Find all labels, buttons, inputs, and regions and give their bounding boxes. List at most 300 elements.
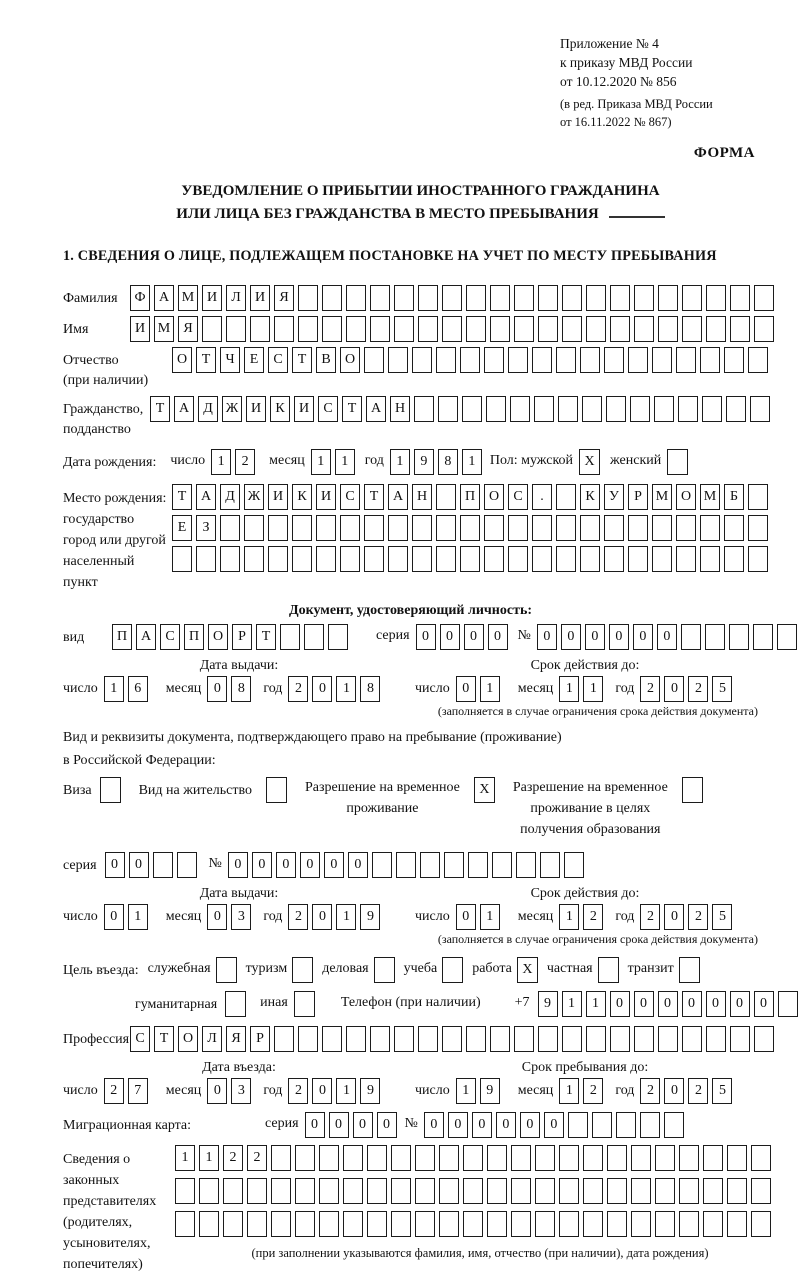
char-cell[interactable] xyxy=(511,1145,531,1171)
char-cell[interactable] xyxy=(295,1145,315,1171)
purpose-private-checkbox[interactable] xyxy=(598,957,619,983)
visa-checkbox[interactable] xyxy=(100,777,121,803)
char-cell[interactable] xyxy=(703,1211,723,1237)
char-cell[interactable] xyxy=(559,1211,579,1237)
char-cell[interactable] xyxy=(343,1211,363,1237)
char-cell[interactable] xyxy=(607,1145,627,1171)
char-cell[interactable]: К xyxy=(580,484,600,510)
char-cell[interactable]: 0 xyxy=(105,852,125,878)
char-cell[interactable] xyxy=(175,1211,195,1237)
char-cell[interactable]: 0 xyxy=(207,676,227,702)
char-cell[interactable] xyxy=(510,396,530,422)
char-cell[interactable] xyxy=(628,546,648,572)
char-cell[interactable] xyxy=(468,852,488,878)
char-cell[interactable] xyxy=(244,546,264,572)
char-cell[interactable]: 0 xyxy=(544,1112,564,1138)
char-cell[interactable] xyxy=(658,285,678,311)
char-cell[interactable]: 1 xyxy=(390,449,410,475)
char-cell[interactable] xyxy=(727,1178,747,1204)
char-cell[interactable] xyxy=(487,1178,507,1204)
char-cell[interactable]: О xyxy=(676,484,696,510)
char-cell[interactable] xyxy=(607,1178,627,1204)
char-cell[interactable] xyxy=(274,316,294,342)
char-cell[interactable] xyxy=(654,396,674,422)
char-cell[interactable]: 2 xyxy=(640,904,660,930)
char-cell[interactable]: 6 xyxy=(128,676,148,702)
char-cell[interactable] xyxy=(196,546,216,572)
char-cell[interactable] xyxy=(202,316,222,342)
char-cell[interactable]: 2 xyxy=(688,1078,708,1104)
char-cell[interactable] xyxy=(316,546,336,572)
char-cell[interactable] xyxy=(703,1178,723,1204)
char-cell[interactable] xyxy=(679,1211,699,1237)
char-cell[interactable] xyxy=(532,546,552,572)
char-cell[interactable] xyxy=(586,1026,606,1052)
char-cell[interactable] xyxy=(724,515,744,541)
char-cell[interactable]: Т xyxy=(154,1026,174,1052)
char-cell[interactable] xyxy=(702,396,722,422)
char-cell[interactable]: У xyxy=(604,484,624,510)
char-cell[interactable]: 1 xyxy=(583,676,603,702)
char-cell[interactable]: 0 xyxy=(682,991,702,1017)
char-cell[interactable] xyxy=(487,1211,507,1237)
char-cell[interactable] xyxy=(730,285,750,311)
char-cell[interactable]: 0 xyxy=(424,1112,444,1138)
char-cell[interactable] xyxy=(319,1211,339,1237)
char-cell[interactable]: З xyxy=(196,515,216,541)
char-cell[interactable] xyxy=(484,515,504,541)
char-cell[interactable]: 2 xyxy=(235,449,255,475)
char-cell[interactable] xyxy=(634,316,654,342)
char-cell[interactable] xyxy=(652,515,672,541)
char-cell[interactable]: 1 xyxy=(562,991,582,1017)
char-cell[interactable]: 0 xyxy=(658,991,678,1017)
char-cell[interactable] xyxy=(391,1211,411,1237)
char-cell[interactable] xyxy=(346,316,366,342)
char-cell[interactable] xyxy=(564,852,584,878)
char-cell[interactable] xyxy=(586,285,606,311)
char-cell[interactable] xyxy=(460,546,480,572)
char-cell[interactable] xyxy=(298,285,318,311)
sex-male-checkbox[interactable]: X xyxy=(579,449,600,475)
char-cell[interactable] xyxy=(751,1178,771,1204)
char-cell[interactable] xyxy=(727,1211,747,1237)
char-cell[interactable] xyxy=(244,515,264,541)
char-cell[interactable] xyxy=(292,546,312,572)
char-cell[interactable]: 2 xyxy=(688,676,708,702)
char-cell[interactable] xyxy=(247,1211,267,1237)
char-cell[interactable] xyxy=(724,347,744,373)
char-cell[interactable] xyxy=(292,515,312,541)
char-cell[interactable] xyxy=(319,1145,339,1171)
char-cell[interactable] xyxy=(268,515,288,541)
char-cell[interactable]: А xyxy=(388,484,408,510)
char-cell[interactable] xyxy=(727,1145,747,1171)
char-cell[interactable] xyxy=(508,347,528,373)
char-cell[interactable]: 0 xyxy=(448,1112,468,1138)
char-cell[interactable]: Е xyxy=(172,515,192,541)
char-cell[interactable] xyxy=(580,515,600,541)
char-cell[interactable] xyxy=(298,316,318,342)
char-cell[interactable]: И xyxy=(250,285,270,311)
char-cell[interactable] xyxy=(175,1178,195,1204)
char-cell[interactable]: 0 xyxy=(730,991,750,1017)
char-cell[interactable]: О xyxy=(172,347,192,373)
purpose-work-checkbox[interactable]: X xyxy=(517,957,538,983)
char-cell[interactable]: О xyxy=(178,1026,198,1052)
char-cell[interactable]: 9 xyxy=(414,449,434,475)
char-cell[interactable] xyxy=(436,515,456,541)
char-cell[interactable] xyxy=(280,624,300,650)
char-cell[interactable] xyxy=(370,316,390,342)
char-cell[interactable]: О xyxy=(208,624,228,650)
char-cell[interactable]: 1 xyxy=(462,449,482,475)
char-cell[interactable] xyxy=(199,1211,219,1237)
char-cell[interactable] xyxy=(628,515,648,541)
char-cell[interactable]: П xyxy=(184,624,204,650)
char-cell[interactable] xyxy=(420,852,440,878)
char-cell[interactable]: 2 xyxy=(288,1078,308,1104)
char-cell[interactable] xyxy=(628,347,648,373)
char-cell[interactable] xyxy=(730,1026,750,1052)
char-cell[interactable] xyxy=(652,347,672,373)
char-cell[interactable]: 0 xyxy=(377,1112,397,1138)
char-cell[interactable]: 1 xyxy=(211,449,231,475)
char-cell[interactable] xyxy=(370,1026,390,1052)
char-cell[interactable] xyxy=(610,316,630,342)
char-cell[interactable] xyxy=(538,1026,558,1052)
char-cell[interactable] xyxy=(484,347,504,373)
char-cell[interactable] xyxy=(364,347,384,373)
char-cell[interactable] xyxy=(679,1178,699,1204)
char-cell[interactable]: 9 xyxy=(480,1078,500,1104)
char-cell[interactable] xyxy=(316,515,336,541)
char-cell[interactable] xyxy=(606,396,626,422)
char-cell[interactable] xyxy=(322,316,342,342)
char-cell[interactable]: 2 xyxy=(640,1078,660,1104)
char-cell[interactable] xyxy=(514,316,534,342)
char-cell[interactable] xyxy=(682,285,702,311)
char-cell[interactable] xyxy=(340,515,360,541)
char-cell[interactable]: 1 xyxy=(559,1078,579,1104)
temp-residence-edu-checkbox[interactable] xyxy=(682,777,703,803)
char-cell[interactable]: 8 xyxy=(438,449,458,475)
char-cell[interactable] xyxy=(706,285,726,311)
char-cell[interactable] xyxy=(340,546,360,572)
char-cell[interactable] xyxy=(534,396,554,422)
char-cell[interactable] xyxy=(706,316,726,342)
char-cell[interactable]: 0 xyxy=(488,624,508,650)
char-cell[interactable] xyxy=(436,546,456,572)
char-cell[interactable] xyxy=(559,1178,579,1204)
char-cell[interactable] xyxy=(295,1178,315,1204)
char-cell[interactable] xyxy=(535,1178,555,1204)
char-cell[interactable]: 0 xyxy=(609,624,629,650)
char-cell[interactable] xyxy=(220,515,240,541)
char-cell[interactable]: Р xyxy=(232,624,252,650)
char-cell[interactable] xyxy=(415,1178,435,1204)
char-cell[interactable] xyxy=(559,1145,579,1171)
char-cell[interactable]: 0 xyxy=(464,624,484,650)
char-cell[interactable]: А xyxy=(174,396,194,422)
char-cell[interactable]: 1 xyxy=(336,1078,356,1104)
char-cell[interactable]: Е xyxy=(244,347,264,373)
char-cell[interactable]: 0 xyxy=(456,904,476,930)
char-cell[interactable] xyxy=(631,1145,651,1171)
char-cell[interactable] xyxy=(676,546,696,572)
char-cell[interactable]: С xyxy=(130,1026,150,1052)
purpose-transit-checkbox[interactable] xyxy=(679,957,700,983)
char-cell[interactable]: 0 xyxy=(657,624,677,650)
char-cell[interactable] xyxy=(466,1026,486,1052)
char-cell[interactable]: 8 xyxy=(360,676,380,702)
char-cell[interactable] xyxy=(655,1178,675,1204)
char-cell[interactable] xyxy=(484,546,504,572)
char-cell[interactable] xyxy=(682,316,702,342)
char-cell[interactable] xyxy=(394,1026,414,1052)
char-cell[interactable]: 1 xyxy=(199,1145,219,1171)
char-cell[interactable] xyxy=(322,285,342,311)
char-cell[interactable] xyxy=(414,396,434,422)
char-cell[interactable] xyxy=(298,1026,318,1052)
char-cell[interactable] xyxy=(274,1026,294,1052)
char-cell[interactable] xyxy=(556,515,576,541)
residence-permit-checkbox[interactable] xyxy=(266,777,287,803)
char-cell[interactable]: 2 xyxy=(104,1078,124,1104)
char-cell[interactable]: 2 xyxy=(288,904,308,930)
char-cell[interactable]: 0 xyxy=(312,1078,332,1104)
char-cell[interactable]: М xyxy=(178,285,198,311)
char-cell[interactable] xyxy=(748,347,768,373)
char-cell[interactable]: Н xyxy=(390,396,410,422)
char-cell[interactable]: И xyxy=(130,316,150,342)
char-cell[interactable] xyxy=(634,285,654,311)
char-cell[interactable]: А xyxy=(196,484,216,510)
char-cell[interactable] xyxy=(556,484,576,510)
char-cell[interactable] xyxy=(415,1145,435,1171)
char-cell[interactable]: М xyxy=(652,484,672,510)
char-cell[interactable] xyxy=(322,1026,342,1052)
char-cell[interactable]: Т xyxy=(256,624,276,650)
char-cell[interactable] xyxy=(372,852,392,878)
char-cell[interactable] xyxy=(394,285,414,311)
char-cell[interactable]: 1 xyxy=(335,449,355,475)
char-cell[interactable] xyxy=(271,1178,291,1204)
char-cell[interactable] xyxy=(177,852,197,878)
char-cell[interactable]: 1 xyxy=(456,1078,476,1104)
char-cell[interactable]: 2 xyxy=(223,1145,243,1171)
char-cell[interactable] xyxy=(412,347,432,373)
char-cell[interactable] xyxy=(492,852,512,878)
char-cell[interactable] xyxy=(535,1145,555,1171)
char-cell[interactable]: 0 xyxy=(305,1112,325,1138)
char-cell[interactable] xyxy=(610,285,630,311)
char-cell[interactable]: 0 xyxy=(440,624,460,650)
char-cell[interactable] xyxy=(568,1112,588,1138)
char-cell[interactable] xyxy=(508,546,528,572)
char-cell[interactable]: Т xyxy=(172,484,192,510)
char-cell[interactable]: 0 xyxy=(312,676,332,702)
purpose-business-checkbox[interactable] xyxy=(374,957,395,983)
char-cell[interactable]: П xyxy=(460,484,480,510)
char-cell[interactable]: 0 xyxy=(104,904,124,930)
char-cell[interactable] xyxy=(364,515,384,541)
char-cell[interactable]: 0 xyxy=(416,624,436,650)
char-cell[interactable] xyxy=(463,1211,483,1237)
char-cell[interactable] xyxy=(436,347,456,373)
char-cell[interactable] xyxy=(592,1112,612,1138)
sex-female-checkbox[interactable] xyxy=(667,449,688,475)
char-cell[interactable] xyxy=(442,285,462,311)
char-cell[interactable] xyxy=(726,396,746,422)
char-cell[interactable] xyxy=(295,1211,315,1237)
char-cell[interactable]: И xyxy=(268,484,288,510)
char-cell[interactable]: 9 xyxy=(360,904,380,930)
char-cell[interactable] xyxy=(748,546,768,572)
char-cell[interactable] xyxy=(391,1145,411,1171)
char-cell[interactable] xyxy=(463,1178,483,1204)
char-cell[interactable]: Р xyxy=(628,484,648,510)
char-cell[interactable]: 0 xyxy=(456,676,476,702)
char-cell[interactable]: Ф xyxy=(130,285,150,311)
char-cell[interactable] xyxy=(304,624,324,650)
char-cell[interactable] xyxy=(415,1211,435,1237)
char-cell[interactable]: 0 xyxy=(664,676,684,702)
char-cell[interactable]: 0 xyxy=(353,1112,373,1138)
char-cell[interactable] xyxy=(777,624,797,650)
char-cell[interactable]: 0 xyxy=(634,991,654,1017)
char-cell[interactable]: Я xyxy=(274,285,294,311)
char-cell[interactable] xyxy=(634,1026,654,1052)
char-cell[interactable] xyxy=(418,1026,438,1052)
char-cell[interactable]: 0 xyxy=(472,1112,492,1138)
purpose-official-checkbox[interactable] xyxy=(216,957,237,983)
char-cell[interactable]: Я xyxy=(226,1026,246,1052)
char-cell[interactable]: 0 xyxy=(312,904,332,930)
char-cell[interactable] xyxy=(640,1112,660,1138)
char-cell[interactable]: 2 xyxy=(688,904,708,930)
char-cell[interactable] xyxy=(658,1026,678,1052)
char-cell[interactable] xyxy=(681,624,701,650)
char-cell[interactable]: Т xyxy=(342,396,362,422)
char-cell[interactable] xyxy=(370,285,390,311)
char-cell[interactable]: Я xyxy=(178,316,198,342)
char-cell[interactable] xyxy=(583,1145,603,1171)
char-cell[interactable]: Л xyxy=(202,1026,222,1052)
char-cell[interactable] xyxy=(418,285,438,311)
char-cell[interactable] xyxy=(466,285,486,311)
char-cell[interactable] xyxy=(367,1145,387,1171)
char-cell[interactable]: 0 xyxy=(228,852,248,878)
char-cell[interactable] xyxy=(346,1026,366,1052)
char-cell[interactable]: 0 xyxy=(207,904,227,930)
purpose-other-checkbox[interactable] xyxy=(294,991,315,1017)
char-cell[interactable] xyxy=(700,347,720,373)
char-cell[interactable]: О xyxy=(340,347,360,373)
char-cell[interactable]: 1 xyxy=(336,676,356,702)
purpose-tourism-checkbox[interactable] xyxy=(292,957,313,983)
char-cell[interactable]: К xyxy=(270,396,290,422)
char-cell[interactable] xyxy=(460,515,480,541)
char-cell[interactable]: Ч xyxy=(220,347,240,373)
char-cell[interactable] xyxy=(562,316,582,342)
char-cell[interactable] xyxy=(394,316,414,342)
char-cell[interactable] xyxy=(532,347,552,373)
char-cell[interactable]: 1 xyxy=(175,1145,195,1171)
char-cell[interactable] xyxy=(535,1211,555,1237)
char-cell[interactable]: К xyxy=(292,484,312,510)
char-cell[interactable] xyxy=(751,1145,771,1171)
char-cell[interactable] xyxy=(652,546,672,572)
char-cell[interactable] xyxy=(511,1178,531,1204)
char-cell[interactable] xyxy=(540,852,560,878)
char-cell[interactable] xyxy=(753,624,773,650)
char-cell[interactable] xyxy=(658,316,678,342)
char-cell[interactable]: 1 xyxy=(559,676,579,702)
char-cell[interactable] xyxy=(439,1211,459,1237)
char-cell[interactable]: 5 xyxy=(712,904,732,930)
char-cell[interactable] xyxy=(436,484,456,510)
char-cell[interactable] xyxy=(580,347,600,373)
char-cell[interactable] xyxy=(556,347,576,373)
char-cell[interactable]: 5 xyxy=(712,676,732,702)
char-cell[interactable] xyxy=(538,316,558,342)
char-cell[interactable]: 0 xyxy=(706,991,726,1017)
char-cell[interactable]: 0 xyxy=(324,852,344,878)
purpose-study-checkbox[interactable] xyxy=(442,957,463,983)
char-cell[interactable]: А xyxy=(154,285,174,311)
char-cell[interactable]: 0 xyxy=(520,1112,540,1138)
char-cell[interactable]: 1 xyxy=(559,904,579,930)
char-cell[interactable] xyxy=(754,1026,774,1052)
char-cell[interactable]: 0 xyxy=(300,852,320,878)
char-cell[interactable]: 1 xyxy=(311,449,331,475)
char-cell[interactable]: Т xyxy=(150,396,170,422)
char-cell[interactable]: 0 xyxy=(329,1112,349,1138)
char-cell[interactable] xyxy=(346,285,366,311)
char-cell[interactable] xyxy=(586,316,606,342)
char-cell[interactable]: 2 xyxy=(583,1078,603,1104)
char-cell[interactable]: О xyxy=(484,484,504,510)
char-cell[interactable] xyxy=(604,347,624,373)
char-cell[interactable]: С xyxy=(508,484,528,510)
char-cell[interactable]: И xyxy=(316,484,336,510)
char-cell[interactable]: 0 xyxy=(252,852,272,878)
char-cell[interactable] xyxy=(558,396,578,422)
char-cell[interactable]: 2 xyxy=(583,904,603,930)
char-cell[interactable]: 9 xyxy=(360,1078,380,1104)
char-cell[interactable]: 1 xyxy=(128,904,148,930)
char-cell[interactable] xyxy=(556,546,576,572)
char-cell[interactable] xyxy=(396,852,416,878)
char-cell[interactable] xyxy=(580,546,600,572)
char-cell[interactable]: 7 xyxy=(128,1078,148,1104)
char-cell[interactable]: 0 xyxy=(561,624,581,650)
char-cell[interactable] xyxy=(607,1211,627,1237)
char-cell[interactable] xyxy=(511,1211,531,1237)
char-cell[interactable]: А xyxy=(136,624,156,650)
char-cell[interactable] xyxy=(678,396,698,422)
char-cell[interactable]: 0 xyxy=(129,852,149,878)
char-cell[interactable] xyxy=(616,1112,636,1138)
char-cell[interactable] xyxy=(220,546,240,572)
char-cell[interactable]: И xyxy=(246,396,266,422)
char-cell[interactable]: П xyxy=(112,624,132,650)
char-cell[interactable] xyxy=(730,316,750,342)
char-cell[interactable] xyxy=(172,546,192,572)
char-cell[interactable] xyxy=(438,396,458,422)
char-cell[interactable] xyxy=(729,624,749,650)
